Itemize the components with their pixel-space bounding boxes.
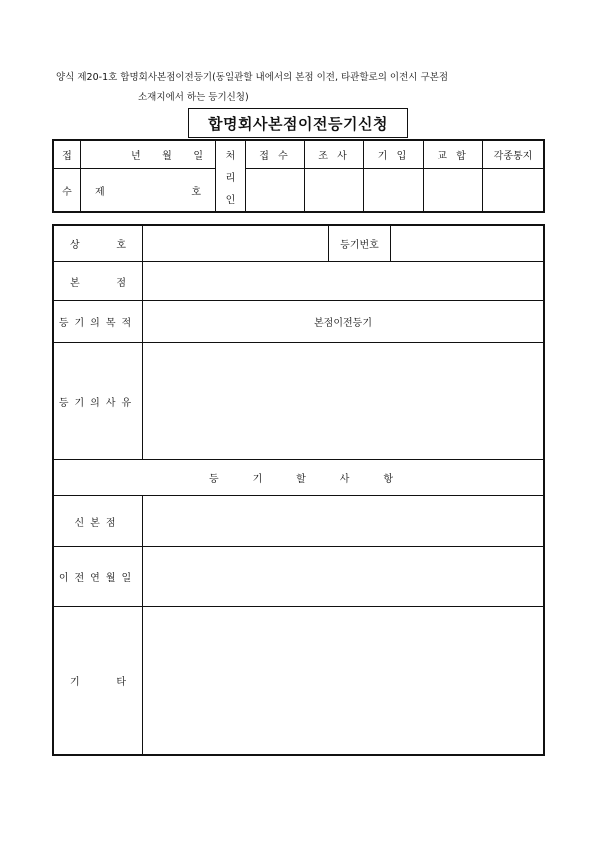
col-notices: 각종통지: [483, 141, 544, 169]
new-head-office-label: 신본점: [54, 496, 143, 547]
registry-number-field[interactable]: [391, 226, 544, 262]
head-office-label: 본 점: [54, 262, 143, 301]
reason-label: 등기의사유: [54, 343, 143, 460]
new-head-office-field[interactable]: [143, 496, 544, 547]
company-name-label: 상 호: [54, 226, 143, 262]
application-table: [53, 225, 544, 755]
purpose-value[interactable]: 본점이전등기: [143, 301, 544, 343]
col-entry: 기 입: [364, 141, 424, 169]
stamp-notices[interactable]: [483, 169, 544, 212]
other-field[interactable]: [143, 607, 544, 755]
year-label: 년: [131, 151, 141, 162]
receipt-table: [53, 140, 544, 212]
col-review: 조 사: [305, 141, 364, 169]
stamp-receipt[interactable]: [246, 169, 305, 212]
processor-char-3: 인: [225, 194, 236, 206]
other-label: 기 타: [54, 607, 143, 755]
number-suffix-label: 호: [191, 186, 201, 198]
col-receipt: 접 수: [246, 141, 305, 169]
reason-field[interactable]: [143, 343, 544, 460]
purpose-label: 등기의목적: [54, 301, 143, 343]
form-title: 합명회사본점이전등기신청: [188, 108, 408, 138]
move-date-field[interactable]: [143, 547, 544, 607]
month-label: 월: [162, 151, 172, 162]
stamp-verify[interactable]: [424, 169, 483, 212]
receipt-label-su: 수: [54, 169, 81, 212]
registry-number-label: 등기번호: [329, 226, 391, 262]
processor-char-1: 처: [225, 150, 236, 162]
col-verify: 교 합: [424, 141, 483, 169]
processor-label: [216, 141, 246, 212]
section-heading: 등 기 할 사 항: [54, 460, 544, 496]
number-prefix-label: 제: [95, 186, 105, 198]
receipt-number-cell[interactable]: [81, 169, 216, 212]
receipt-date-cell[interactable]: [81, 141, 216, 169]
form-header-line2: 소재지에서 하는 등기신청): [138, 92, 249, 103]
receipt-label-jeop: 접: [54, 141, 81, 169]
day-label: 일: [193, 151, 203, 162]
processor-char-2: 리: [225, 172, 236, 184]
head-office-field[interactable]: [143, 262, 544, 301]
move-date-label: 이전연월일: [54, 547, 143, 607]
stamp-entry[interactable]: [364, 169, 424, 212]
company-name-field[interactable]: [143, 226, 329, 262]
form-header-line1: 양식 제20-1호 합명회사본점이전등기(동일관할 내에서의 본점 이전, 타관할로의 이전시 구본점: [56, 72, 448, 83]
stamp-review[interactable]: [305, 169, 364, 212]
